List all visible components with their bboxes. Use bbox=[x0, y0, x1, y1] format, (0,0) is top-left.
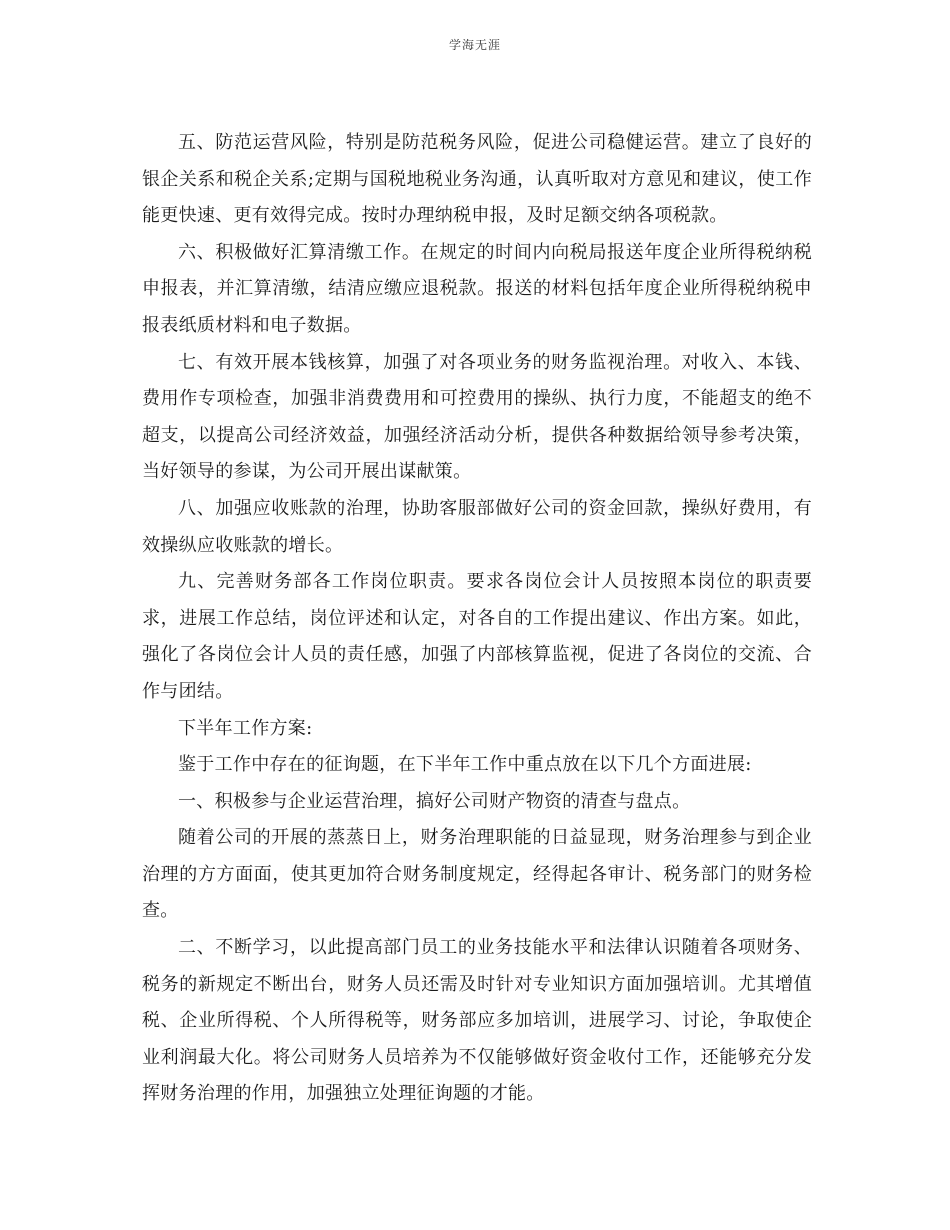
document-body bbox=[142, 125, 812, 1113]
paragraph-settlement: 六、积极做好汇算清缴工作。在规定的时间内向税局报送年度企业所得税纳税申报表，并汇算清缴，结清应缴应退税款。报送的材料包括年度企业所得税纳税申报表纸质材料和电子数据。 bbox=[142, 241, 812, 336]
paragraph-plan-item-1: 一、积极参与企业运营治理，搞好公司财产物资的清查与盘点。 bbox=[178, 790, 691, 812]
paragraph-tax-risk: 五、防范运营风险，特别是防范税务风险，促进公司稳健运营。建立了良好的银企关系和税企关系;定期与国税地税业务沟通，认真听取对方意见和建议，使工作能更快速、更有效得完成。按时办理纳税申报，及时足额交纳各项税款。 bbox=[142, 132, 812, 227]
section-heading-second-half-plan: 下半年工作方案: bbox=[178, 717, 313, 739]
paragraph-receivables: 八、加强应收账款的治理，协助客服部做好公司的资金回款，操纵好费用，有效操纵应收账款的增长。 bbox=[142, 497, 812, 556]
paragraph-focus-intro: 鉴于工作中存在的征询题，在下半年工作中重点放在以下几个方面进展: bbox=[178, 754, 752, 776]
paragraph-plan-item-2: 二、不断学习，以此提高部门员工的业务技能水平和法律认识随着各项财务、税务的新规定不断出台，财务人员还需及时针对专业知识方面加强培训。尤其增值税、企业所得税、个人所得税等，财务部应多加培训，进展学习、讨论，争取使企业利润最大化。将公司财务人员培养为不仅能够做好资金收付工作，还能够充分发挥财务治理的作用，加强独立处理征询题的才能。 bbox=[142, 937, 812, 1105]
page-header: 学海无涯 bbox=[448, 38, 501, 52]
paragraph-job-duties: 九、完善财务部各工作岗位职责。要求各岗位会计人员按照本岗位的职责要求，进展工作总结，岗位评述和认定，对各自的工作提出建议、作出方案。如此，强化了各岗位会计人员的责任感，加强了内部核算监视，促进了各岗位的交流、合作与团结。 bbox=[142, 571, 812, 702]
paragraph-cost-accounting: 七、有效开展本钱核算，加强了对各项业务的财务监视治理。对收入、本钱、费用作专项检查，加强非消费费用和可控费用的操纵、执行力度，不能超支的绝不超支，以提高公司经济效益，加强经济活动分析，提供各种数据给领导参考决策，当好领导的参谋，为公司开展出谋献策。 bbox=[142, 351, 812, 483]
paragraph-management-role: 随着公司的开展的蒸蒸日上，财务治理职能的日益显现，财务治理参与到企业治理的方方面面，使其更加符合财务制度规定，经得起各审计、税务部门的财务检查。 bbox=[142, 827, 812, 922]
